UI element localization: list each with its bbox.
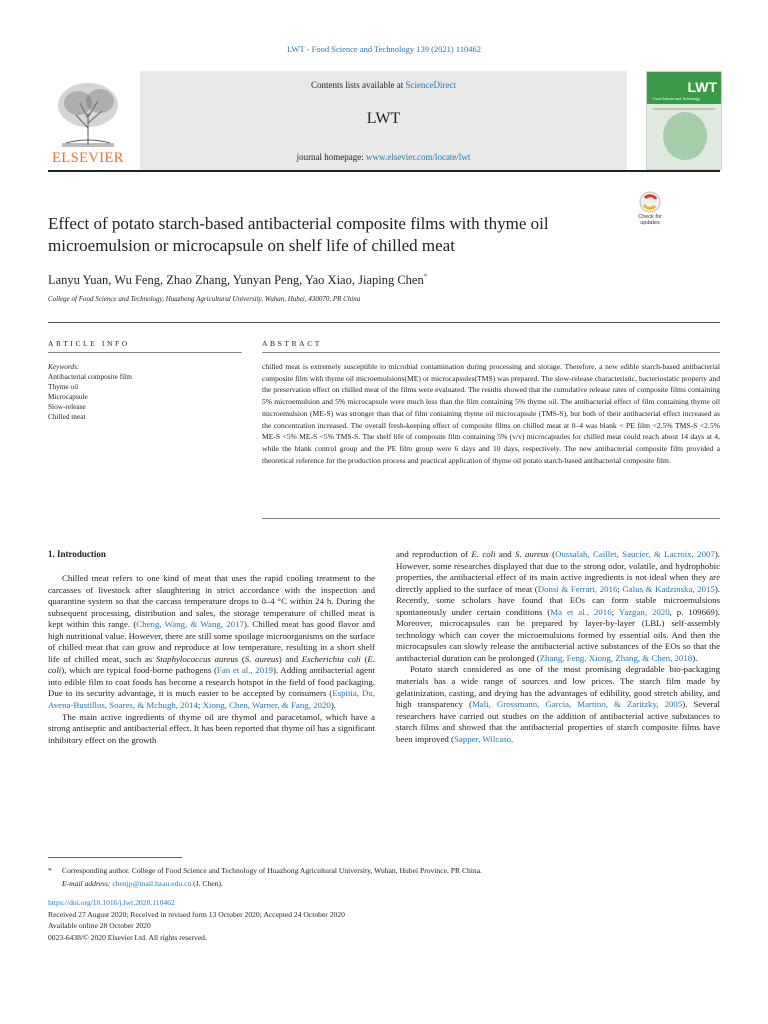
- authors-names: Lanyu Yuan, Wu Feng, Zhao Zhang, Yunyan Peng, Yao Xiao, Jiaping Chen: [48, 273, 424, 288]
- keyword-item: Microcapsule: [48, 392, 88, 401]
- check-badge-line1: Check for: [638, 214, 662, 220]
- citation-link[interactable]: Fan et al., 2019: [216, 665, 273, 676]
- abstract-text: chilled meat is extremely susceptible to microbial contamination during processing and storage. Therefore, a new edible starch-based antibacterial composite film with thyme oil microemulsions(ME) or microcapsules(TMS) was prepared. The slow-release characteristic, bacteriostatic property and the preservation effect on chilled meat of the films were evaluated. The results showed that the cumulative release rates of composite films containing 5% microemulsion and 5% microcapsule were much less than the film containing 5% thyme oil. The antibacterial effect of film containing thyme oil microemulsion (ME-S) was stronger than that of film containing thyme oil microcapsule (TMS-S), but both of their antibacterial effect increased as the concentration increased. The overall fresh-keeping effect of composite films on chilled meat at 0–4 was blank < PE film <2.5% TMS-S <2.5% ME-S <5% ME-S <5% TMS-S. The shelf life of composite film containing 5% (v/v) microcapsules for chilled meat could reach about 14 days at 4, while the blank control group and the PE film group were 6 days and 10 days, respectively. The new antibacterial composite film provided a theoretical reference for the production process and practical application of thyme oil potato starch-based antibacterial composite film.: [262, 362, 720, 465]
- journal-homepage-link[interactable]: www.elsevier.com/locate/lwt: [366, 152, 471, 162]
- title-rule: [48, 322, 720, 323]
- keywords-list: [48, 362, 242, 422]
- footnote-corresponding: * Corresponding author. College of Food Science and Technology of Huazhong Agricultural University, Wuhan, Hubei Province, PR China.: [48, 865, 720, 878]
- footnote-email-line: E-mail address: chenjp@mail.hzau.edu.cn (J. Chen).: [62, 878, 223, 888]
- footnote-mark: *: [48, 866, 52, 875]
- doi-link[interactable]: https://doi.org/10.1016/j.lwt.2020.110462: [48, 898, 175, 907]
- citation-link[interactable]: Cheng, Wang, & Wang, 2017: [136, 619, 244, 630]
- keyword-item: Slow-release: [48, 402, 86, 411]
- corresponding-author-footnote: [48, 865, 720, 890]
- cover-title: LWT: [687, 79, 717, 95]
- keyword-item: Chilled meat: [48, 412, 86, 421]
- citation-link[interactable]: Oussalah, Caillet, Saucier, & Lacroix, 2007: [555, 549, 715, 559]
- article-info-heading: ARTICLE INFO: [48, 339, 130, 348]
- keyword-item: Thyme oil: [48, 382, 79, 391]
- journal-cover-thumbnail[interactable]: [646, 71, 722, 170]
- keyword-item: Antibacterial composite film: [48, 372, 132, 381]
- footnote-rule: [48, 857, 182, 858]
- body-column-right: [396, 549, 720, 745]
- author-affiliation: College of Food Science and Technology, Huazhong Agricultural University, Wuhan, Hubei, 430070, PR China: [48, 295, 361, 303]
- citation-link[interactable]: Yazgan, 2020: [618, 606, 670, 617]
- received-dates: Received 27 August 2020; Received in revised form 13 October 2020; Accepted 24 October 2020: [48, 909, 345, 919]
- intro-paragraph: The main active ingredients of thyme oil are thymol and paracetamol, which have a strong antiseptic and antibacterial effect. It has been reported that thyme oil has a significant inhibitory effect on the growth: [48, 711, 375, 745]
- journal-reference[interactable]: LWT - Food Science and Technology 139 (2021) 110462: [286, 44, 482, 54]
- header-rule: [48, 170, 720, 172]
- intro-paragraph: Potato starch considered as one of the most promising degradable bio-packaging materials has a wide range of sources and low prices. The starch film made by gelatinization, casting, and drying has the advantages of edibility, good stretch ability, and high transparency (Mali, Grossmann, Garcia, Martino, & Zaritzky, 2005). Several researchers have carried out studies on the addition of antibacterial active substances to starch films and showed that the antibacterial properties of starch composite films have been improved (Sapper, Wilcaso,: [396, 664, 720, 744]
- keywords-label: Keywords:: [48, 362, 80, 371]
- abstract-bottom-rule: [262, 518, 720, 519]
- citation-link[interactable]: Galus & Kadzinska, 2015: [622, 583, 715, 594]
- publisher-wordmark: ELSEVIER: [52, 150, 124, 166]
- corresponding-author-mark[interactable]: *: [423, 272, 428, 281]
- sciencedirect-link[interactable]: ScienceDirect: [405, 80, 456, 90]
- intro-paragraph: Chilled meat refers to one kind of meat that uses the rapid cooling treatment to the carcasses of livestock after slaughtering in strict accordance with the inspection and quarantine system so that the carcass temperature drops to 0–4 °C within 24 h. During the subsequent processing, distribution and sales, the storage temperature of chilled meat is kept within this range. (Cheng, Wang, & Wang, 2017). Chilled meat has good flavor and high nutritional value. However, there are still some spoilage microorganisms on the surface of chilled meat that can grow and reproduce at low temperature, resulting in a short shelf life of chilled meat, such as Staphylococcus aureus (S. aureus) and Escherichia coli (E. coli), which are typical food-borne pathogens (Fan et al., 2019). Adding antibacterial agent into edible film to coat foods has become a research hotspot in the field of food packaging. Due to its security advantage, it is much easier to be accepted by consumers (Espitia, Du, Avena-Bustillos, Soares, & Mchugh, 2014; Xiong, Chen, Warner, & Fang, 2020).: [48, 573, 376, 711]
- homepage-prefix: journal homepage:: [296, 152, 367, 162]
- contents-available-line: [140, 80, 627, 90]
- issn-copyright: 0023-6438/© 2020 Elsevier Ltd. All rights reserved.: [48, 932, 207, 942]
- article-title: Effect of potato starch-based antibacterial composite films with thyme oil microemulsion or microcapsule on shelf life of chilled meat: [48, 214, 549, 255]
- cover-subtitle: Food Science and Technology: [653, 97, 700, 101]
- abstract-rule: [262, 352, 720, 353]
- cover-rule: [653, 108, 715, 110]
- citation-link[interactable]: Zhang, Feng, Xiong, Zhang, & Chen, 2018: [539, 652, 693, 663]
- intro-paragraph: and reproduction of E. coli and S. aureus (Oussalah, Caillet, Saucier, & Lacroix, 2007). However, some researches displayed that due to the strong odor, volatile, and hydrophobic properties, the antibacterial effect of its main active ingredients is not ideal when they are directly applied to the surface of meat (Donsì & Ferrari, 2016; Galus & Kadzinska, 2015). Recently, some scholars have found that EOs can form stable microemulsions spontaneously under certain conditions (Ma et al., 2016; Yazgan, 2020, p. 109669). Moreover, microcapsules can be prepared by layer-by-layer (LBL) self-assembly technology which can cover the microemulsions formed by essential oils. And then the microcapsules can slowly release the antibacterial active substances of the EOs so that the antibacterial duration can be prolonged (Zhang, Feng, Xiong, Zhang, & Chen, 2018).: [396, 549, 721, 663]
- journal-name: LWT: [366, 110, 401, 127]
- email-label: E-mail address:: [62, 878, 113, 888]
- publication-info: [48, 897, 720, 943]
- contents-prefix: Contents lists available at: [311, 80, 406, 90]
- abstract-heading: ABSTRACT: [262, 339, 322, 348]
- citation-link[interactable]: Donsì & Ferrari, 2016: [537, 583, 618, 594]
- section-heading-introduction: 1. Introduction: [48, 549, 106, 559]
- citation-link[interactable]: Sapper, Wilcaso,: [453, 733, 514, 744]
- citation-link[interactable]: Xiong, Chen, Warner, & Fang, 2020: [202, 700, 331, 711]
- author-list: [48, 272, 428, 288]
- body-column-left: [48, 573, 375, 746]
- available-online-date: Available online 28 October 2020: [48, 921, 151, 930]
- cover-leaf-graphic: [663, 112, 707, 160]
- check-badge-line2: updates: [640, 220, 660, 226]
- citation-link[interactable]: Ma et al., 2016: [550, 606, 612, 617]
- check-for-updates-label[interactable]: [626, 214, 674, 226]
- journal-homepage-line: [140, 152, 627, 162]
- citation-link[interactable]: Mali, Grossmann, Garcia, Martino, & Zaritzky, 2005: [471, 699, 683, 710]
- citation-link[interactable]: Espitia, Du, Avena-Bustillos, Soares, & Mchugh, 2014: [48, 688, 375, 711]
- article-info-rule: [48, 352, 242, 353]
- author-email-link[interactable]: chenjp@mail.hzau.edu.cn: [112, 878, 192, 888]
